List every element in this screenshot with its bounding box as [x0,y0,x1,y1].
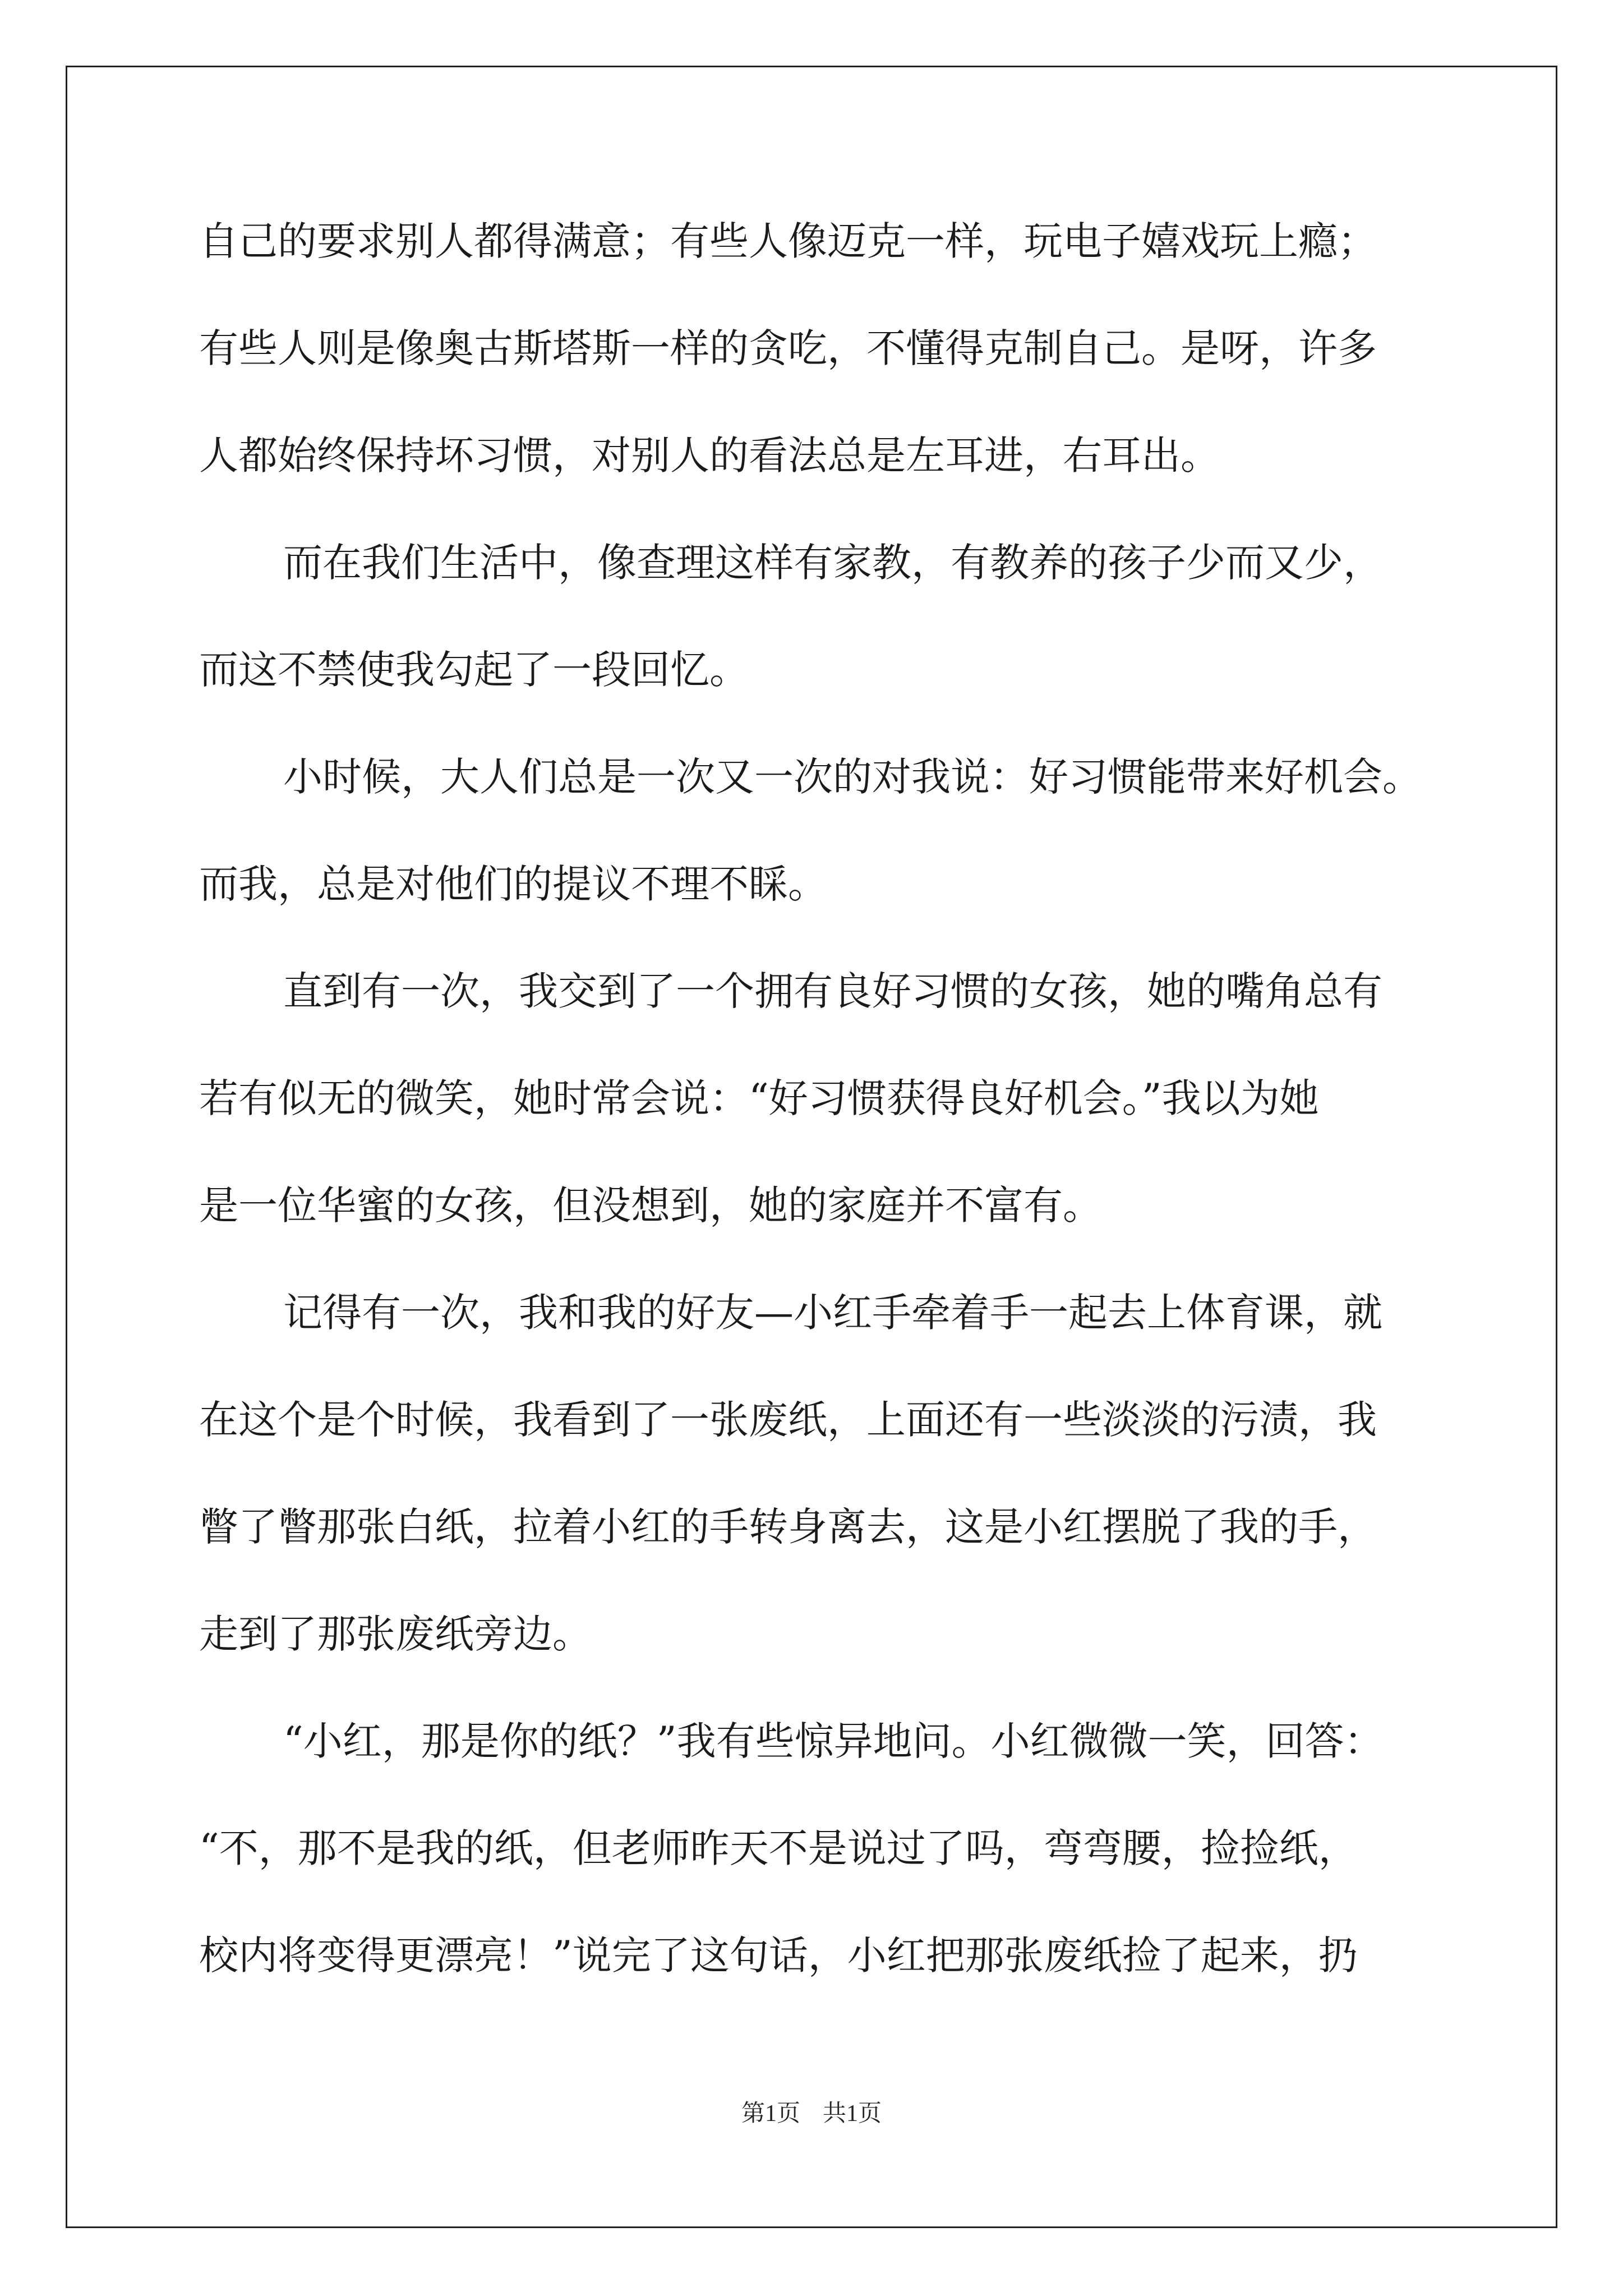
text-line: 而我，总是对他们的提议不理不睬。 [199,861,827,907]
paragraph-start-line: 小时候，大人们总是一次又一次的对我说：好习惯能带来好机会。 [283,754,1422,800]
text-line: 瞥了瞥那张白纸，拉着小红的手转身离去，这是小红摆脱了我的手， [199,1504,1377,1550]
text-line: 人都始终保持坏习惯，对别人的看法总是左耳进，右耳出。 [199,432,1220,478]
page-footer [0,2097,1623,2131]
text-line: 自己的要求别人都得满意；有些人像迈克一样，玩电子嬉戏玩上瘾； [199,218,1377,264]
text-line: 走到了那张废纸旁边。 [199,1611,592,1657]
text-line: 若有似无的微笑，她时常会说：“好习惯获得良好机会。”我以为她 [199,1075,1319,1121]
text-line: 是一位华蜜的女孩，但没想到，她的家庭并不富有。 [199,1182,1102,1228]
paragraph-start-line: 直到有一次，我交到了一个拥有良好习惯的女孩，她的嘴角总有 [283,968,1382,1014]
page-total: 共1页 [823,2101,882,2127]
text-line: 而这不禁使我勾起了一段回忆。 [199,647,749,693]
text-line: 有些人则是像奥古斯塔斯一样的贪吃，不懂得克制自己。是呀，许多 [199,325,1377,371]
text-line: 在这个是个时候，我看到了一张废纸，上面还有一些淡淡的污渍，我 [199,1397,1377,1443]
text-line: 校内将变得更漂亮！”说完了这句话，小红把那张废纸捡了起来，扔 [199,1932,1358,1978]
paragraph-start-line: “小红，那是你的纸？”我有些惊异地问。小红微微一笑，回答： [283,1718,1384,1764]
page-number: 第1页 [741,2101,800,2127]
paragraph-start-line: 而在我们生活中，像查理这样有家教，有教养的孩子少而又少， [283,540,1382,586]
paragraph-start-line: 记得有一次，我和我的好友—小红手牵着手一起去上体育课，就 [283,1290,1382,1336]
text-line: “不，那不是我的纸，但老师昨天不是说过了吗，弯弯腰，捡捡纸， [199,1825,1358,1871]
document-body [199,213,1433,2035]
